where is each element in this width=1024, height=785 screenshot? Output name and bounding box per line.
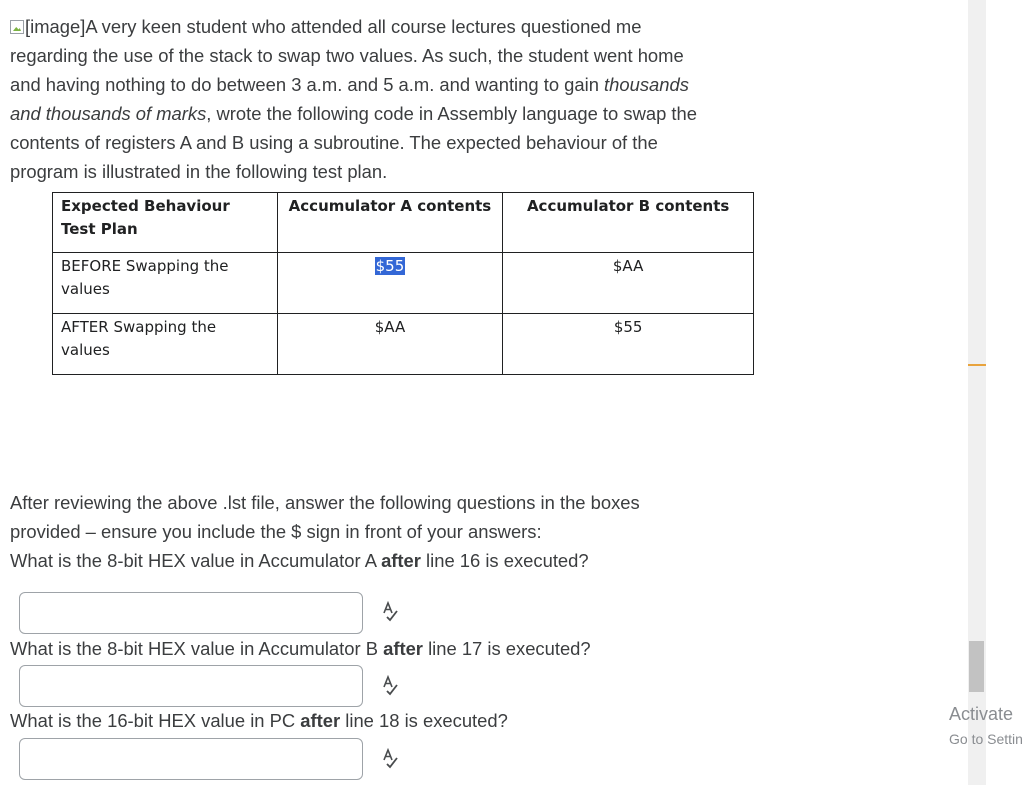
spellcheck-icon[interactable]: [379, 748, 401, 770]
question-text: What is the 8-bit HEX value in Accumulator B: [10, 638, 384, 659]
intro-line-2: regarding the use of the stack to swap two values. As such, the student went home: [10, 45, 684, 66]
table-cell-label: AFTER Swapping the values: [53, 314, 278, 375]
table-header: Expected Behaviour Test Plan: [53, 193, 278, 253]
table-cell-label: BEFORE Swapping the values: [53, 253, 278, 314]
scrollbar-marker: [968, 364, 986, 366]
answer-input-1[interactable]: [19, 592, 363, 634]
question-text: What is the 8-bit HEX value in Accumulator A: [10, 550, 382, 571]
activate-windows-title: Activate: [949, 704, 1014, 724]
intro-text: A very keen student who attended all course lectures questioned me: [85, 16, 642, 37]
intro-emphasis: and thousands of marks: [10, 103, 207, 124]
answer-input-2[interactable]: [19, 665, 363, 707]
scrollbar-thumb[interactable]: [969, 641, 984, 692]
table-cell-acc-b: $55: [503, 314, 754, 375]
spellcheck-icon[interactable]: [379, 601, 401, 623]
table-row: [53, 314, 754, 375]
table-header-row: [53, 193, 754, 253]
intro-text: and having nothing to do between 3 a.m. and 5 a.m. and wanting to gain: [10, 74, 605, 95]
question-1: [10, 546, 770, 575]
question-bold: after: [383, 638, 423, 659]
test-plan-table: [52, 192, 754, 375]
intro-line-5: contents of registers A and B using a subroutine. The expected behaviour of the: [10, 132, 658, 153]
table-cell-acc-a: $AA: [277, 314, 503, 375]
intro-line-6: program is illustrated in the following test plan.: [10, 161, 388, 182]
table-cell-acc-b: $AA: [503, 253, 754, 314]
table-header: Accumulator B contents: [503, 193, 754, 253]
intro-emphasis: thousands: [604, 74, 689, 95]
question-text: line 16 is executed?: [420, 550, 589, 571]
question-3: [10, 706, 770, 735]
question-text: line 17 is executed?: [422, 638, 591, 659]
question-bold: after: [381, 550, 421, 571]
question-bold: after: [300, 710, 341, 731]
image-alt-text: [image]: [25, 16, 86, 37]
intro-line-1: [10, 12, 770, 41]
instructions-line-2: provided – ensure you include the $ sign in front of your answers:: [10, 521, 542, 542]
instructions-line-1: After reviewing the above .lst file, answer the following questions in the boxes: [10, 492, 640, 513]
highlighted-value: $55: [375, 257, 405, 275]
intro-line-3: [10, 70, 770, 99]
table-row: [53, 253, 754, 314]
question-text: What is the 16-bit HEX value in PC: [10, 710, 301, 731]
table-header: Accumulator A contents: [277, 193, 503, 253]
question-2: [10, 634, 770, 663]
activate-windows-subtitle: Go to Settin: [949, 731, 1023, 747]
spellcheck-icon[interactable]: [379, 675, 401, 697]
intro-text: , wrote the following code in Assembly language to swap the: [206, 103, 697, 124]
question-text: line 18 is executed?: [340, 710, 508, 731]
table-cell-acc-a: [277, 253, 503, 314]
intro-line-4: [10, 99, 770, 128]
broken-image-icon: [10, 20, 24, 34]
answer-input-3[interactable]: [19, 738, 363, 780]
question-intro: [10, 12, 770, 186]
